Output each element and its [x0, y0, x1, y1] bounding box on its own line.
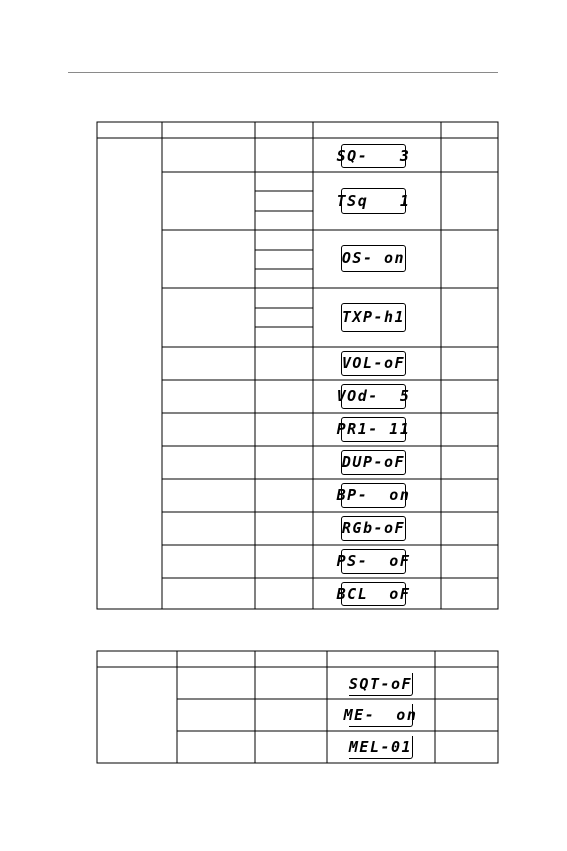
- lcd-display: DUP-oF: [341, 450, 406, 475]
- lcd-display: PS- oF: [341, 549, 406, 574]
- table2-border: [97, 651, 498, 763]
- lcd-display: TXP-h1: [341, 303, 406, 332]
- lcd-display: ME- on: [349, 704, 413, 727]
- lcd-display: TSq 1: [341, 188, 406, 214]
- lcd-display: SQT-oF: [349, 673, 413, 696]
- lcd-display: BCL oF: [341, 582, 406, 606]
- lcd-display: PR1- 11: [341, 417, 406, 442]
- lcd-display: OS- on: [341, 245, 406, 272]
- lcd-display: RGb-oF: [341, 516, 406, 541]
- lcd-display: SQ- 3: [341, 144, 406, 168]
- lcd-display: VOL-oF: [341, 351, 406, 376]
- settings-table-2: [97, 651, 498, 763]
- lcd-display: BP- on: [341, 483, 406, 508]
- table1-border: [97, 122, 498, 609]
- lcd-display: VOd- 5: [341, 384, 406, 409]
- lcd-display: MEL-01: [349, 736, 413, 759]
